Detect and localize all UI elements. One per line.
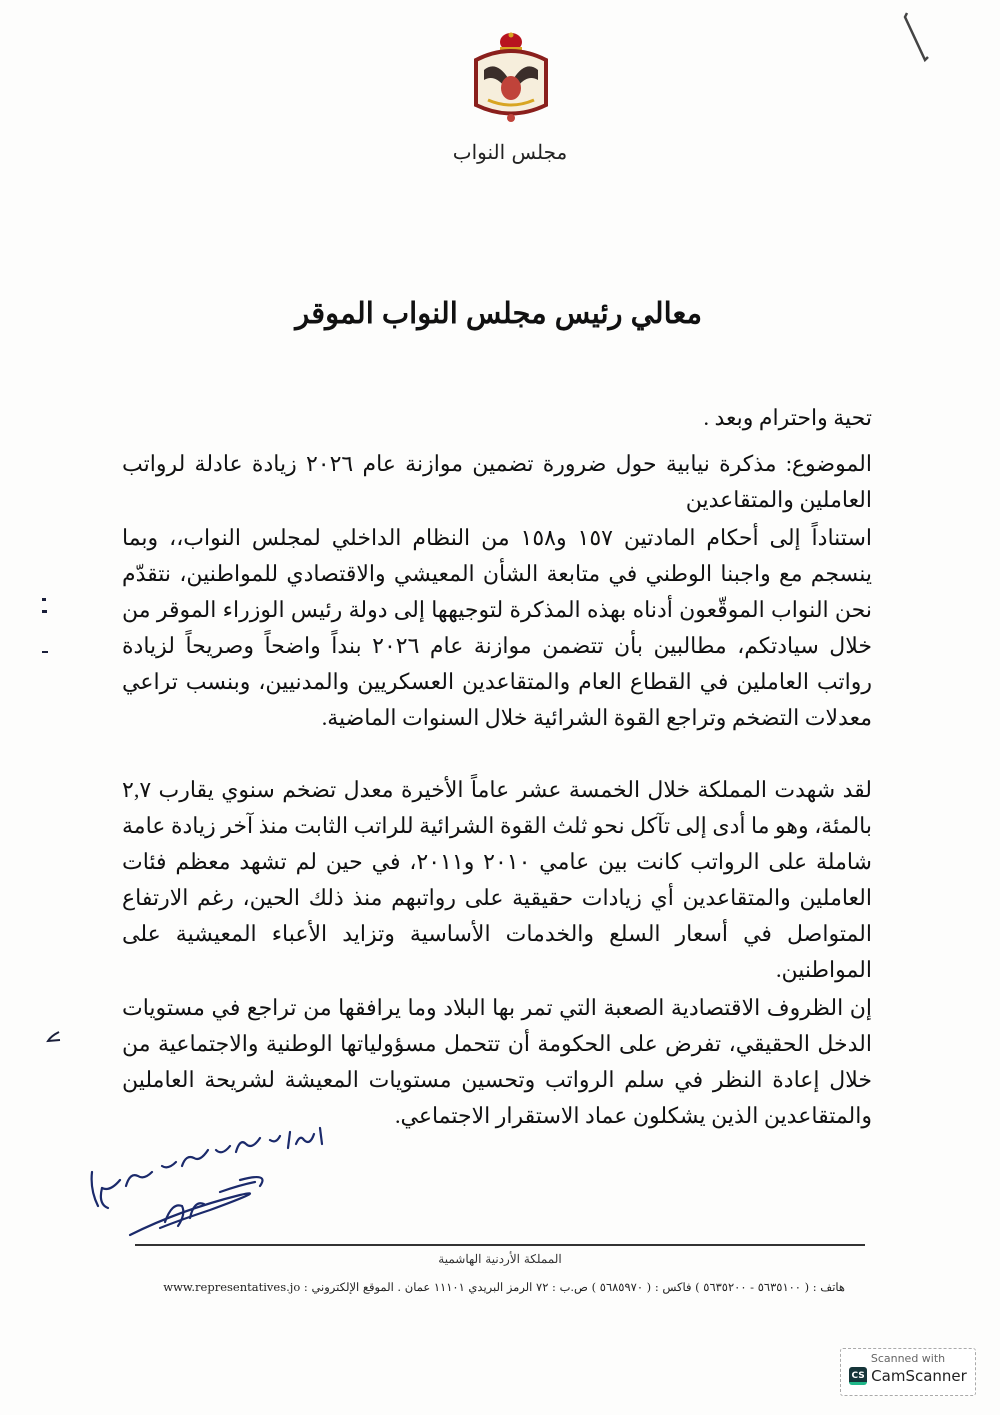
handwritten-signature bbox=[90, 1110, 350, 1245]
paragraph-3: إن الظروف الاقتصادية الصعبة التي تمر بها البلاد وما يرافقها من تراجع في مستويات الدخل الحقيقي، تفرض على الحكومة أن تتحمل مسؤولياتها الوطنية والاجتماعية من خلال إعادة النظر في سلم الرواتب وتحسين مستويات المعيشة لشريحة العاملين والمتقاعدين الذين يشكلون عماد الاستقرار الاجتماعي. bbox=[122, 995, 872, 1128]
camscanner-name: CamScanner bbox=[871, 1367, 967, 1385]
subject-line: الموضوع: مذكرة نيابية حول ضرورة تضمين موازنة عام ٢٠٢٦ زيادة عادلة لرواتب العاملين والمتقاعدين bbox=[122, 451, 872, 512]
camscanner-badge bbox=[840, 1348, 976, 1396]
council-name: مجلس النواب bbox=[452, 140, 568, 164]
margin-mark bbox=[42, 610, 47, 613]
margin-annotation-icon bbox=[45, 1030, 65, 1044]
footer-divider bbox=[135, 1244, 865, 1246]
margin-mark bbox=[42, 651, 48, 653]
addressee-heading: معالي رئيس مجلس النواب الموقر bbox=[295, 298, 702, 330]
camscanner-caption: Scanned with bbox=[870, 1352, 946, 1365]
coat-of-arms-emblem bbox=[466, 30, 556, 130]
camscanner-logo-icon: CS bbox=[849, 1367, 867, 1385]
footer-kingdom-name: المملكة الأردنية الهاشمية bbox=[438, 1252, 562, 1266]
staple-mark bbox=[895, 5, 955, 65]
footer-contact-info: هاتف : ( ٥٦٣٥١٠٠ - ٥٦٣٥٢٠٠ ) فاكس : ( ٥٦٨٥٩٧٠ ) ص.ب : ٧٢ الرمز البريدي ١١١٠١ عمان . الموقع الإلكتروني : www.representatives.jo bbox=[163, 1280, 845, 1294]
greeting: تحية واحترام وبعد . bbox=[703, 405, 872, 430]
margin-mark bbox=[42, 598, 46, 601]
paragraph-2: لقد شهدت المملكة خلال الخمسة عشر عاماً الأخيرة معدل تضخم سنوي يقارب ٢,٧ بالمئة، وهو ما أدى إلى تآكل نحو ثلث القوة الشرائية للراتب الثابت منذ آخر زيادة عامة شاملة على الرواتب كانت بين عامي ٢٠١٠ و٢٠١١، في حين لم تشهد معظم فئات العاملين والمتقاعدين أي زيادات حقيقية على رواتبهم منذ ذلك الحين، رغم الارتفاع المتواصل في أسعار السلع والخدمات الأساسية وتزايد الأعباء المعيشية على المواطنين. bbox=[122, 777, 872, 982]
paragraph-1: استناداً إلى أحكام المادتين ١٥٧ و١٥٨ من النظام الداخلي لمجلس النواب،، وبما ينسجم مع واجبنا الوطني في متابعة الشأن المعيشي والاقتصادي للمواطنين، نتقدّم نحن النواب الموقّعون أدناه بهذه المذكرة لتوجيهها إلى دولة رئيس الوزراء الموقر من خلال سيادتكم، مطالبين بأن تتضمن موازنة عام ٢٠٢٦ بنداً واضحاً وصريحاً لزيادة رواتب العاملين في القطاع العام والمتقاعدين العسكريين والمدنيين، وبنسب تراعي معدلات التضخم وتراجع القوة الشرائية خلال السنوات الماضية. bbox=[122, 525, 872, 730]
